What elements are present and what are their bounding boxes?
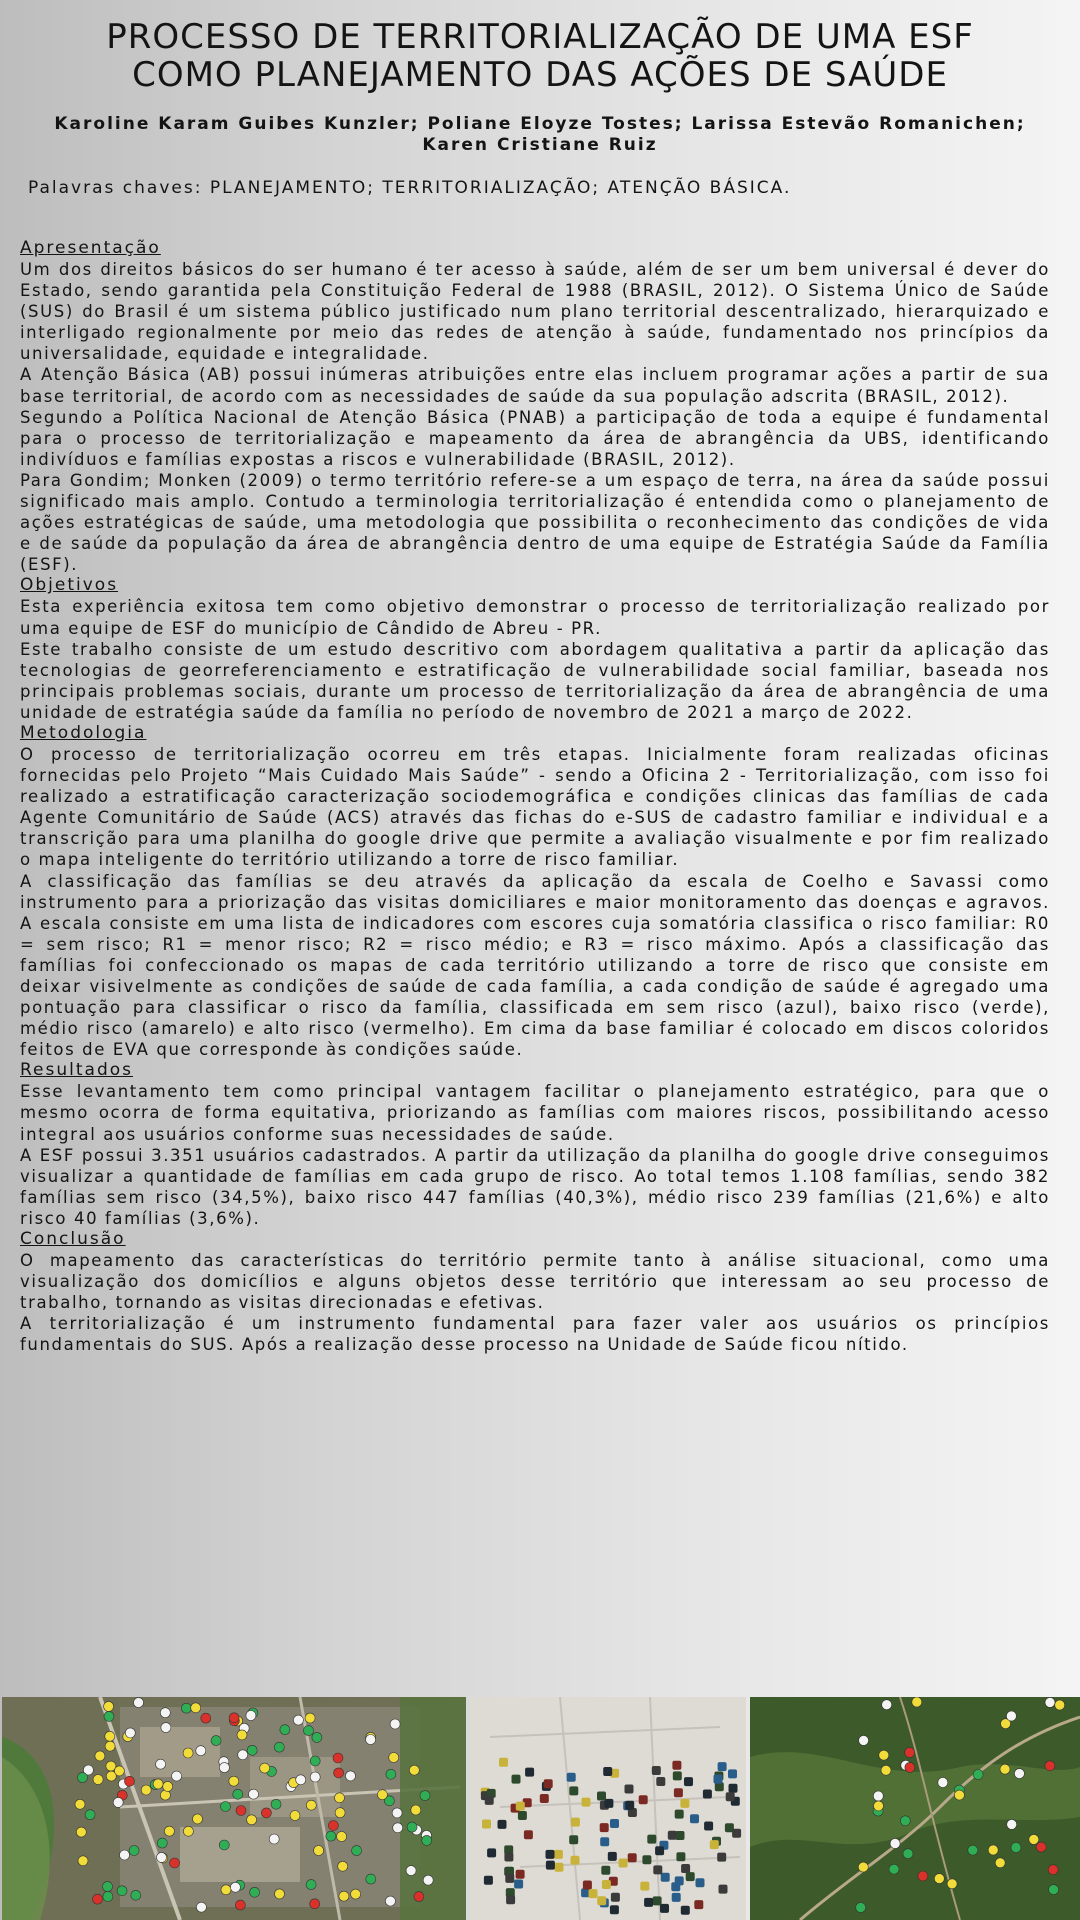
- map-marker: [346, 1771, 356, 1781]
- map-marker: [859, 1735, 869, 1745]
- eva-disc: [668, 1831, 677, 1840]
- map-marker: [196, 1902, 206, 1912]
- eva-disc: [655, 1846, 664, 1855]
- map-marker: [141, 1785, 151, 1795]
- eva-disc: [516, 1802, 525, 1811]
- eva-disc: [732, 1829, 741, 1838]
- map-marker: [290, 1811, 300, 1821]
- map-marker: [339, 1891, 349, 1901]
- heading-conclusao: Conclusão: [20, 1229, 126, 1250]
- map-marker: [407, 1822, 417, 1832]
- eva-disc: [571, 1856, 580, 1865]
- eva-disc: [544, 1779, 553, 1788]
- eva-disc: [498, 1820, 507, 1829]
- eva-disc: [601, 1866, 610, 1875]
- map-marker: [377, 1790, 387, 1800]
- physical-map-photo: [470, 1697, 746, 1920]
- map-marker: [1011, 1843, 1021, 1853]
- map-marker: [233, 1789, 243, 1799]
- map-marker: [856, 1903, 866, 1913]
- eva-disc: [603, 1767, 612, 1776]
- map-marker: [76, 1827, 86, 1837]
- eva-disc: [482, 1820, 491, 1829]
- map-marker: [873, 1791, 883, 1801]
- map-marker: [393, 1823, 403, 1833]
- map-marker: [196, 1746, 206, 1756]
- paragraph: Esta experiência exitosa tem como objetivo demonstrar o processo de territorialização realizado por uma equipe de ESF do município de Cândido de Abreu - PR.: [20, 597, 1050, 638]
- map-marker: [219, 1840, 229, 1850]
- eva-disc: [506, 1895, 515, 1904]
- eva-disc: [487, 1848, 496, 1857]
- map-marker: [1036, 1842, 1046, 1852]
- eva-disc: [729, 1784, 738, 1793]
- eva-disc: [540, 1794, 549, 1803]
- eva-disc: [546, 1850, 555, 1859]
- map-marker: [366, 1735, 376, 1745]
- map-marker: [1055, 1700, 1065, 1710]
- map-marker: [351, 1889, 361, 1899]
- map-marker: [113, 1797, 123, 1807]
- eva-disc: [569, 1835, 578, 1844]
- map-marker: [1048, 1865, 1058, 1875]
- eva-disc: [484, 1876, 493, 1885]
- map-marker: [201, 1713, 211, 1723]
- paragraph: Um dos direitos básicos do ser humano é ter acesso à saúde, além de ser um bem universal é dever do Estado, sendo garantida pela Constituição Federal de 1988 (BRASIL, 2012). O Sistema Único de Saúde (SUS) do Brasil é um sistema público justificado num plano territorial descentralizado, hierarquizado e interligado regionalmente por meio das redes de atenção à saúde, fundamentado nos princípios da universalidade, equidade e integralidade.: [20, 260, 1050, 364]
- paragraph: O mapeamento das características do território permite tanto à análise situacional, como uma visualização dos domicílios e alguns objetos desse território que interessam ao seu processo de trabalho, tornando as visitas direcionadas e efetivas.: [20, 1251, 1050, 1313]
- photo-strip: [0, 1697, 1080, 1920]
- eva-disc: [676, 1831, 685, 1840]
- map-marker: [312, 1732, 322, 1742]
- authors: Karoline Karam Guibes Kunzler; Poliane Eloyze Tostes; Larissa Estevão Romanichen; Karen Cristiane Ruiz: [54, 114, 1026, 155]
- map-marker: [230, 1882, 240, 1892]
- paragraph: O processo de territorialização ocorreu em três etapas. Inicialmente foram realizadas oficinas fornecidas pelo Projeto “Mais Cuidado Mais Saúde” - sendo a Oficina 2 - Territorialização, com isso foi realizado a estratificação caracterização sociodemográfica e condições clinicas das famílias de cada Agente Comunitário de Saúde (ACS) através das fichas do e-SUS de cadastro familiar e individual e a transcrição para uma planilha do google drive que permite a avaliação visualmente e por fim realizado o mapa inteligente do território utilizando a torre de risco familiar.: [20, 744, 1050, 870]
- eva-disc: [602, 1880, 611, 1889]
- map-marker: [352, 1846, 362, 1856]
- map-marker: [389, 1753, 399, 1763]
- map-marker: [995, 1858, 1005, 1868]
- map-marker: [249, 1789, 259, 1799]
- map-marker: [78, 1856, 88, 1866]
- map-marker: [306, 1880, 316, 1890]
- photo-strip-svg: [0, 1697, 1080, 1920]
- eva-disc: [571, 1818, 580, 1827]
- title-line-2: COMO PLANEJAMENTO DAS AÇÕES DE SAÚDE: [132, 55, 948, 95]
- eva-disc: [619, 1859, 628, 1868]
- section-metodologia: [20, 723, 1050, 1060]
- eva-disc: [582, 1798, 591, 1807]
- title-line-1: PROCESSO DE TERRITORIALIZAÇÃO DE UMA ESF: [106, 17, 974, 57]
- map-marker: [164, 1826, 174, 1836]
- map-marker: [221, 1802, 231, 1812]
- map-marker: [310, 1756, 320, 1766]
- map-marker: [1006, 1711, 1016, 1721]
- map-marker: [219, 1763, 229, 1773]
- eva-disc: [717, 1853, 726, 1862]
- map-marker: [157, 1852, 167, 1862]
- eva-disc: [696, 1878, 705, 1887]
- eva-disc: [686, 1872, 695, 1881]
- eva-disc: [625, 1801, 634, 1810]
- map-marker: [1049, 1885, 1059, 1895]
- eva-disc: [653, 1865, 662, 1874]
- map-marker: [414, 1892, 424, 1902]
- eva-disc: [642, 1855, 651, 1864]
- map-marker: [229, 1713, 239, 1723]
- map-marker: [973, 1770, 983, 1780]
- eva-disc: [675, 1810, 684, 1819]
- map-marker: [293, 1715, 303, 1725]
- map-marker: [903, 1849, 913, 1859]
- section-apresentacao: [20, 238, 1050, 575]
- map-marker: [1029, 1834, 1039, 1844]
- paragraph: Este trabalho consiste de um estudo descritivo com abordagem qualitativa a partir da aplicação das tecnologias de georreferenciamento e estratificação de vulnerabilidade social familiar, baseada nos principais problemas sociais, durante um processo de territorialização da área de abrangência de uma unidade de estratégia saúde da família no período de novembro de 2021 a março de 2022.: [20, 639, 1050, 722]
- map-marker: [934, 1874, 944, 1884]
- section-resultados: [20, 1060, 1050, 1229]
- map-marker: [160, 1790, 170, 1800]
- map-marker: [334, 1768, 344, 1778]
- heading-apresentacao: Apresentação: [20, 238, 161, 258]
- map-marker: [314, 1846, 324, 1856]
- map-marker: [181, 1703, 191, 1713]
- eva-disc: [512, 1775, 521, 1784]
- map-marker: [105, 1741, 115, 1751]
- map-marker: [85, 1810, 95, 1820]
- eva-disc: [703, 1790, 712, 1799]
- paragraph: Segundo a Política Nacional de Atenção Básica (PNAB) a participação de toda a equipe é fundamental para o processo de territorialização e mapeamento da área de abrangência da UBS, identificando indivíduos e famílias expostas a riscos e vulnerabilidade (BRASIL, 2012).: [20, 407, 1050, 469]
- map-marker: [114, 1766, 124, 1776]
- eva-disc: [485, 1796, 494, 1805]
- map-marker: [304, 1726, 314, 1736]
- map-marker: [236, 1806, 246, 1816]
- section-objetivos: [20, 575, 1050, 723]
- map-marker: [905, 1748, 915, 1758]
- eva-disc: [610, 1819, 619, 1828]
- map-marker: [157, 1838, 167, 1848]
- map-marker: [274, 1742, 284, 1752]
- map-marker: [337, 1832, 347, 1842]
- eva-disc: [525, 1768, 534, 1777]
- map-marker: [306, 1800, 316, 1810]
- poster-body: [20, 238, 1050, 1356]
- map-marker: [247, 1745, 257, 1755]
- map-marker: [120, 1850, 130, 1860]
- map-marker: [947, 1879, 957, 1889]
- map-marker: [406, 1866, 416, 1876]
- map-marker: [193, 1814, 203, 1824]
- map-marker: [191, 1703, 201, 1713]
- keywords: Palavras chaves: PLANEJAMENTO; TERRITORIALIZAÇÃO; ATENÇÃO BÁSICA.: [28, 178, 792, 198]
- map-marker: [104, 1701, 114, 1711]
- eva-disc: [684, 1777, 693, 1786]
- map-marker: [95, 1751, 105, 1761]
- map-marker: [988, 1845, 998, 1855]
- map-marker: [129, 1846, 139, 1856]
- heading-resultados: Resultados: [20, 1060, 133, 1081]
- eva-disc: [647, 1835, 656, 1844]
- map-marker: [75, 1799, 85, 1809]
- eva-disc: [672, 1893, 681, 1902]
- eva-disc: [652, 1766, 661, 1775]
- eva-disc: [625, 1785, 634, 1794]
- eva-disc: [589, 1889, 598, 1898]
- eva-disc: [611, 1893, 620, 1902]
- map-marker: [874, 1801, 884, 1811]
- map-marker: [386, 1769, 396, 1779]
- map-marker: [423, 1875, 433, 1885]
- rural-satellite-photo: [750, 1697, 1080, 1920]
- map-marker: [422, 1835, 432, 1845]
- map-marker: [153, 1779, 163, 1789]
- map-marker: [411, 1805, 421, 1815]
- eva-disc: [644, 1898, 653, 1907]
- eva-disc: [514, 1880, 523, 1889]
- eva-disc: [653, 1896, 662, 1905]
- map-marker: [900, 1816, 910, 1826]
- paragraph: A territorialização é um instrumento fundamental para fazer valer aos usuários os princípios fundamentais do SUS. Após a realização desse processo na Unidade de Saúde ficou nítido.: [20, 1314, 1050, 1355]
- map-marker: [938, 1778, 948, 1788]
- map-marker: [134, 1698, 144, 1708]
- eva-disc: [640, 1882, 649, 1891]
- map-marker: [246, 1711, 256, 1721]
- map-marker: [221, 1885, 231, 1895]
- map-marker: [211, 1736, 221, 1746]
- eva-disc: [694, 1900, 703, 1909]
- map-marker: [385, 1896, 395, 1906]
- eva-disc: [726, 1792, 735, 1801]
- eva-disc: [600, 1837, 609, 1846]
- map-marker: [103, 1892, 113, 1902]
- map-marker: [78, 1773, 88, 1783]
- map-marker: [235, 1900, 245, 1910]
- map-marker: [271, 1799, 281, 1809]
- eva-disc: [504, 1853, 513, 1862]
- paragraph: A classificação das famílias se deu através da aplicação da escala de Coelho e Savassi como instrumento para a priorização das visitas domiciliares e maior monitoramento das doenças e agravos. A escala consiste em uma lista de indicadores com escores cuja somatória classifica o risco familiar: R0 = sem risco; R1 = menor risco; R2 = risco médio; e R3 = risco máximo. Após a classificação das famílias foi confeccionado os mapas de cada território utilizando a torre de risco que consiste em deixar visivelmente as condições de saúde de cada família, a cada condição de saúde é agregado uma pontuação para classificar o risco da família, classificada em sem risco (azul), baixo risco (verde), médio risco (amarelo) e alto risco (vermelho). Em cima da base familiar é colocado em discos coloridos feitos de EVA que corresponde às condições saúde.: [20, 871, 1050, 1060]
- map-marker: [409, 1765, 419, 1775]
- map-marker: [104, 1711, 114, 1721]
- eva-disc: [604, 1799, 613, 1808]
- map-marker: [326, 1831, 336, 1841]
- map-marker: [260, 1763, 270, 1773]
- map-marker: [335, 1808, 345, 1818]
- map-marker: [1045, 1761, 1055, 1771]
- eva-disc: [555, 1863, 564, 1872]
- map-marker: [172, 1771, 182, 1781]
- map-marker: [390, 1719, 400, 1729]
- eva-disc: [681, 1864, 690, 1873]
- map-marker: [918, 1871, 928, 1881]
- eva-disc: [554, 1850, 563, 1859]
- map-marker: [125, 1728, 135, 1738]
- eva-disc: [597, 1792, 606, 1801]
- map-marker: [269, 1834, 279, 1844]
- map-marker: [889, 1864, 899, 1874]
- map-marker: [366, 1874, 376, 1884]
- map-marker: [310, 1899, 320, 1909]
- map-marker: [93, 1894, 103, 1904]
- map-marker: [161, 1723, 171, 1733]
- eva-disc: [674, 1788, 683, 1797]
- paragraph: Esse levantamento tem como principal vantagem facilitar o planejamento estratégico, para que o mesmo ocorra de forma equitativa, priorizando as famílias com maiores riscos, possibilitando acesso integral aos usuários conforme suas necessidades de saúde.: [20, 1082, 1050, 1144]
- heading-metodologia: Metodologia: [20, 722, 147, 743]
- map-marker: [1000, 1764, 1010, 1774]
- map-marker: [237, 1730, 247, 1740]
- map-marker: [131, 1890, 141, 1900]
- eva-disc: [718, 1762, 727, 1771]
- map-marker: [261, 1808, 271, 1818]
- eva-disc: [628, 1853, 637, 1862]
- eva-disc: [681, 1906, 690, 1915]
- map-marker: [328, 1821, 338, 1831]
- eva-disc: [704, 1822, 713, 1831]
- map-marker: [879, 1750, 889, 1760]
- map-marker: [103, 1882, 113, 1892]
- map-marker: [275, 1889, 285, 1899]
- map-marker: [882, 1700, 892, 1710]
- eva-disc: [710, 1840, 719, 1849]
- eva-disc: [600, 1823, 609, 1832]
- map-marker: [183, 1748, 193, 1758]
- map-marker: [156, 1759, 166, 1769]
- eva-disc: [714, 1775, 723, 1784]
- map-marker: [247, 1815, 257, 1825]
- eva-disc: [583, 1881, 592, 1890]
- heading-objetivos: Objetivos: [20, 575, 119, 596]
- map-marker: [1007, 1819, 1017, 1829]
- eva-disc: [597, 1896, 606, 1905]
- eva-disc: [505, 1874, 514, 1883]
- eva-disc: [546, 1861, 555, 1870]
- map-marker: [310, 1772, 320, 1782]
- poster-title: [20, 18, 1060, 94]
- map-marker: [420, 1791, 430, 1801]
- eva-disc: [639, 1795, 648, 1804]
- map-marker: [238, 1750, 248, 1760]
- map-marker: [183, 1826, 193, 1836]
- map-marker: [170, 1858, 180, 1868]
- eva-disc: [499, 1758, 508, 1767]
- map-marker: [335, 1793, 345, 1803]
- eva-disc: [569, 1786, 578, 1795]
- eva-disc: [676, 1852, 685, 1861]
- map-marker: [338, 1861, 348, 1871]
- map-marker: [105, 1731, 115, 1741]
- map-marker: [954, 1790, 964, 1800]
- map-marker: [858, 1862, 868, 1872]
- eva-disc: [516, 1870, 525, 1879]
- section-conclusao: [20, 1229, 1050, 1355]
- map-marker: [881, 1765, 891, 1775]
- map-marker: [392, 1808, 402, 1818]
- map-marker: [250, 1887, 260, 1897]
- eva-disc: [567, 1773, 576, 1782]
- map-marker: [229, 1776, 239, 1786]
- map-marker: [125, 1776, 135, 1786]
- eva-disc: [675, 1876, 684, 1885]
- eva-disc: [660, 1904, 669, 1913]
- map-marker: [93, 1775, 103, 1785]
- eva-disc: [719, 1885, 728, 1894]
- eva-disc: [608, 1852, 617, 1861]
- map-marker: [296, 1775, 306, 1785]
- paragraph: Para Gondim; Monken (2009) o termo território refere-se a um espaço de terra, na área da saúde possui significado mais amplo. Contudo a terminologia territorialização é entendida como o planejamento de ações estratégicas de saúde, uma metodologia que possibilita o reconhecimento das condições de vida e de saúde da população da área de abrangência dentro de uma equipe de Estratégia Saúde da Família (ESF).: [20, 470, 1050, 575]
- eva-disc: [610, 1905, 619, 1914]
- paragraph: A ESF possui 3.351 usuários cadastrados. A partir da utilização da planilha do google drive conseguimos visualizar a quantidade de famílias em cada grupo de risco. Ao total temos 1.108 famílias, sendo 382 famílias sem risco (34,5%), baixo risco 447 famílias (40,3%), médio risco 239 famílias (21,6%) e alto risco 40 famílias (3,6%).: [20, 1145, 1050, 1228]
- map-marker: [890, 1839, 900, 1849]
- map-marker: [163, 1781, 173, 1791]
- map-marker: [305, 1713, 315, 1723]
- map-marker: [1014, 1769, 1024, 1779]
- map-marker: [333, 1753, 343, 1763]
- map-marker: [160, 1708, 170, 1718]
- map-marker: [117, 1886, 127, 1896]
- map-marker: [280, 1725, 290, 1735]
- eva-disc: [728, 1769, 737, 1778]
- eva-disc: [690, 1814, 699, 1823]
- eva-disc: [524, 1830, 533, 1839]
- eva-disc: [680, 1799, 689, 1808]
- map-marker: [1045, 1697, 1055, 1707]
- satellite-map-photo: [2, 1697, 466, 1920]
- map-marker: [912, 1697, 922, 1707]
- eva-disc: [518, 1811, 527, 1820]
- paragraph: A Atenção Básica (AB) possui inúmeras atribuições entre elas incluem programar ações a partir de sua base territorial, de acordo com as necessidades de saúde da sua população adscrita (BRASIL, 2012).: [20, 365, 1050, 406]
- eva-disc: [672, 1761, 681, 1770]
- eva-disc: [661, 1873, 670, 1882]
- map-marker: [968, 1845, 978, 1855]
- eva-disc: [656, 1777, 665, 1786]
- eva-disc: [673, 1771, 682, 1780]
- map-marker: [905, 1762, 915, 1772]
